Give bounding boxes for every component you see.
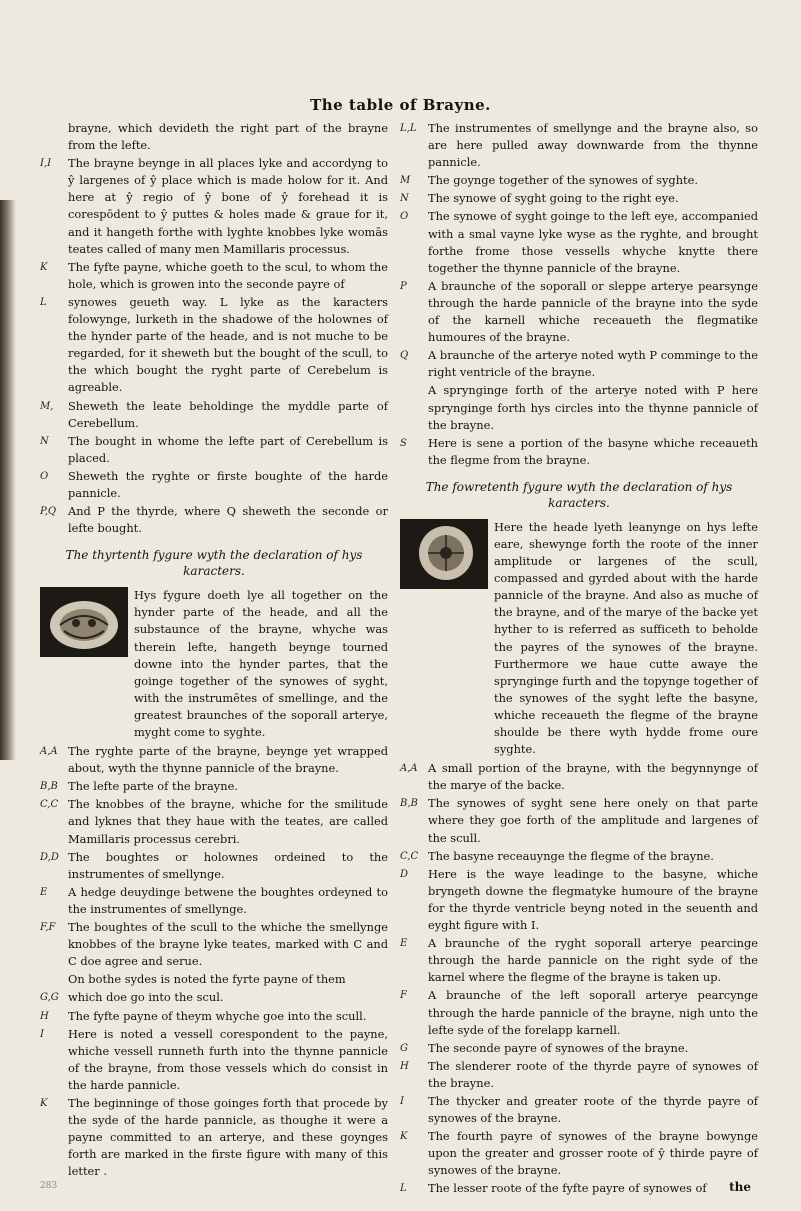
entry-text: The lesser roote of the fyfte payre of synowes of bbox=[428, 1181, 707, 1196]
entry-key-letter: B,B bbox=[40, 781, 58, 793]
entry-key-letter: I bbox=[400, 1095, 404, 1107]
entry-key-letter: C,C bbox=[400, 850, 419, 862]
figure-14-woodcut bbox=[400, 519, 488, 589]
left-intro-entry bbox=[40, 155, 388, 258]
entry-text: Sheweth the ryghte or firste boughte of the harde pannicle. bbox=[68, 468, 388, 500]
entry-text: A braunche of the soporall or sleppe arterye pearsynge through the harde pannicle of the brayne into the syde of the karnell whiche receaueth the flegmatike humoures of the brayne. bbox=[428, 278, 758, 345]
entry-key-letter: N bbox=[400, 193, 409, 205]
right-intro-entry bbox=[400, 208, 758, 276]
right-intro-entry bbox=[400, 120, 758, 171]
entry-text: A small portion of the brayne, with the begynnynge of the marye of the backe. bbox=[428, 761, 758, 793]
entry-text: The brayne beynge in all places lyke and accordyng to ŷ largenes of ŷ place which is made holow for it. And here at ŷ regio of ŷ bone of ŷ forehead it is corespōdent to ŷ puttes & holes made & graue for it, and it hangeth forthe with lyghte knobbes lyke womās teates called of many men Mamillaris processus. bbox=[68, 156, 388, 256]
entry-key-letter: K bbox=[40, 1097, 48, 1109]
right-paragraphs bbox=[400, 120, 758, 469]
right-key-entry bbox=[400, 1128, 758, 1179]
entry-text: The synowe of syght goinge to the left eye, accompanied with a smal vayne lyke wyse as the ryghte, and brought forthe frome those vessells whyche knytte there together the thynne pannicle of the brayne. bbox=[428, 209, 758, 275]
entry-text: Here is sene a portion of the basyne whiche receaueth the flegme from the brayne. bbox=[428, 435, 758, 467]
entry-text: The seconde payre of synowes of the brayne. bbox=[428, 1040, 689, 1055]
page-edge-shadow bbox=[0, 200, 16, 760]
left-paragraphs bbox=[40, 120, 388, 537]
entry-key-letter: L bbox=[40, 296, 47, 308]
right-key-entry bbox=[400, 848, 758, 865]
entry-key-letter: I bbox=[40, 1028, 44, 1040]
entry-text: A braunche of the left soporall arterye pearcynge through the harde pannicle of the brayne, nigh unto the lefte syde of the forelapp karnell. bbox=[428, 988, 758, 1037]
entry-text: The boughtes or holownes ordeined to the instrumentes of smellynge. bbox=[68, 849, 388, 881]
entry-text: brayne, which devideth the right part of the brayne from the lefte. bbox=[68, 121, 388, 153]
entry-key-letter: N bbox=[40, 435, 49, 447]
left-key-entry bbox=[40, 971, 388, 988]
entry-text: Here is noted a vessell corespondent to the payne, whiche vessell runneth furth into the thynne pannicle of the brayne, from those vessels which do consist in the harde pannicle. bbox=[68, 1026, 388, 1092]
entry-key-letter: M bbox=[400, 175, 411, 187]
entry-text: The boughtes of the scull to the whiche the smellynge knobbes of the brayne lyke teates, marked with C and C doe agree and serue. bbox=[68, 920, 388, 969]
figure-13-text: Hys fygure doeth lye all together on the hynder parte of the heade, and all the substaunce of the brayne, whyche was therein lefte, hangeth beynge tourned downe into the hynder partes, that the goinge together of the synowes of syght, with the instrumētes of smellinge, and the greatest braunches of the soporall arterye, myght come to syghte. bbox=[134, 588, 388, 739]
figure-14-text: Here the heade lyeth leanynge on hys lefte eare, shewynge forth the roote of the inner amplitude or largenes of the scull, compassed and gyrded about with the harde pannicle of the brayne. And also as muche of the brayne, and of the marye of the backe yet hyther to is referred as sufficeth to beholde the payres of the synowes of the brayne. Furthermore we haue cutte awaye the sprynginge furth and the topynge together of the synowes of the syght lefte the basyne, whiche receaueth the flegme of the brayne shoulde be there wyth hydde frome oure syghte. bbox=[494, 519, 758, 757]
entry-text: The lefte parte of the brayne. bbox=[68, 779, 238, 794]
right-key-entry bbox=[400, 760, 758, 794]
entry-text: And P the thyrde, where Q sheweth the seconde or lefte bought. bbox=[68, 504, 388, 536]
entry-text: The fyfte payne, whiche goeth to the scul, to whom the hole, which is growen into the seconde payre of bbox=[68, 259, 388, 291]
left-intro-entry bbox=[40, 294, 388, 397]
left-key-entry bbox=[40, 884, 388, 918]
right-intro-entry bbox=[400, 172, 758, 189]
entry-text: The synowe of syght going to the right eye. bbox=[428, 191, 679, 206]
figure-13-block bbox=[40, 587, 388, 741]
figure-13-caption: The thyrtenth fygure wyth the declaration of hys karacters. bbox=[65, 548, 363, 579]
left-key-entry bbox=[40, 1095, 388, 1180]
entry-text: On bothe sydes is noted the fyrte payne of them bbox=[68, 972, 346, 987]
entry-text: The knobbes of the brayne, whiche for the smilitude and lyknes that they haue with the teates, are called Mamillaris processus cerebri. bbox=[68, 797, 388, 846]
entry-key-letter: P bbox=[400, 280, 407, 292]
entry-text: The synowes of syght sene here onely on that parte where they goe forth of the amplitude and largenes of the scull. bbox=[428, 796, 758, 845]
left-column bbox=[40, 120, 388, 1181]
left-key-entry bbox=[40, 743, 388, 777]
entry-text: A sprynginge forth of the arterye noted with P here sprynginge forth hys circles into the thynne pannicle of the brayne. bbox=[428, 383, 758, 432]
entry-text: The instrumentes of smellynge and the brayne also, so are here pulled away downwarde from the thynne pannicle. bbox=[428, 121, 758, 170]
left-key-entry bbox=[40, 1026, 388, 1094]
entry-text: Here is the waye leadinge to the basyne, whiche bryngeth downe the flegmatyke humoure of the brayne for the thyrde ventricle beyng noted in the seuenth and eyght figure with I. bbox=[428, 866, 758, 933]
right-intro-entry bbox=[400, 435, 758, 469]
entry-text: The thycker and greater roote of the thyrde payre of synowes of the brayne. bbox=[428, 1093, 758, 1126]
entry-key-letter bbox=[40, 120, 68, 154]
entry-key-letter: A,A bbox=[400, 763, 418, 775]
right-key-entry bbox=[400, 1093, 758, 1127]
entry-key-letter: O bbox=[400, 211, 409, 223]
entry-key-letter: K bbox=[40, 261, 48, 273]
entry-key-letter: L,L bbox=[400, 123, 417, 134]
figure-14-block bbox=[400, 519, 758, 758]
right-key-entry bbox=[400, 987, 758, 1038]
left-key-entry bbox=[40, 1008, 388, 1025]
entry-text: The basyne receauynge the flegme of the brayne. bbox=[428, 848, 714, 863]
entry-key-letter: L bbox=[400, 1183, 407, 1195]
left-key-entry bbox=[40, 778, 388, 795]
entry-key-letter: F bbox=[400, 990, 407, 1002]
entry-text: The slenderer roote of the thyrde payre of synowes of the brayne. bbox=[428, 1058, 758, 1090]
entry-text: The ryghte parte of the brayne, beynge yet wrapped about, wyth the thynne pannicle of the brayne. bbox=[68, 744, 388, 776]
entry-key-letter: C,C bbox=[40, 799, 59, 811]
left-key-entry bbox=[40, 919, 388, 970]
left-key-entry bbox=[40, 796, 388, 847]
entry-key-letter: B,B bbox=[400, 798, 418, 810]
entry-text: A braunche of the arterye noted wyth P comminge to the right ventricle of the brayne. bbox=[428, 348, 758, 380]
entry-key-letter: F,F bbox=[40, 922, 56, 934]
left-key-entry bbox=[40, 849, 388, 883]
left-intro-entry bbox=[40, 468, 388, 502]
entry-text: which doe go into the scul. bbox=[68, 990, 224, 1005]
entry-key-letter: D bbox=[400, 868, 409, 880]
entry-key-letter: I,I bbox=[40, 158, 52, 170]
entry-key-letter: K bbox=[400, 1131, 408, 1143]
entry-key-letter: S bbox=[400, 437, 407, 449]
entry-key-letter: G,G bbox=[40, 992, 59, 1004]
entry-key-letter bbox=[40, 971, 68, 988]
entry-text: The fyfte payne of theym whyche goe into the scull. bbox=[68, 1008, 367, 1023]
entry-key-letter bbox=[400, 382, 428, 433]
figure-13-woodcut bbox=[40, 587, 128, 657]
left-keyed-entries bbox=[40, 743, 388, 1180]
entry-text: Sheweth the leate beholdinge the myddle parte of Cerebellum. bbox=[68, 398, 388, 430]
entry-text: The beginninge of those goinges forth that procede by the syde of the harde pannicle, as thoughe it were a payne committed to an arterye, and these goynges forth are marked in the firste figure with many of this letter . bbox=[68, 1095, 388, 1179]
right-keyed-entries bbox=[400, 760, 758, 1197]
right-key-entry bbox=[400, 866, 758, 934]
entry-key-letter: P,Q bbox=[40, 506, 57, 518]
left-intro-entry bbox=[40, 259, 388, 293]
page-signature: 283 bbox=[40, 1181, 58, 1191]
right-key-entry bbox=[400, 1058, 758, 1092]
right-column bbox=[400, 120, 758, 1199]
entry-key-letter: O bbox=[40, 470, 49, 482]
right-key-entry bbox=[400, 1180, 758, 1197]
left-intro-entry bbox=[40, 120, 388, 154]
figure-14-caption: The fowretenth fygure wyth the declaration of hys karacters. bbox=[425, 479, 733, 510]
entry-key-letter: A,A bbox=[40, 746, 58, 758]
entry-key-letter: Q bbox=[400, 350, 409, 362]
entry-text: The fourth payre of synowes of the brayne bowynge upon the greater and grosser roote of ŷ thirde payre of synowes of the brayne. bbox=[428, 1129, 758, 1178]
entry-text: synowes geueth way. L lyke as the karacters folowynge, lurketh in the shadowe of the holownes of the hynder parte of the heade, and is not muche to be regarded, for it sheweth but the bought of the scull, to the which bought the ryght parte of Cerebelum is agreable. bbox=[68, 294, 388, 395]
entry-text: The goynge together of the synowes of syghte. bbox=[428, 173, 698, 188]
entry-key-letter: H bbox=[400, 1060, 409, 1072]
page-header: The table of Brayne. bbox=[310, 96, 491, 114]
left-intro-entry bbox=[40, 398, 388, 432]
entry-key-letter: E bbox=[400, 938, 408, 950]
entry-key-letter: M, bbox=[40, 400, 54, 412]
right-intro-entry bbox=[400, 190, 758, 207]
right-key-entry bbox=[400, 1040, 758, 1057]
right-key-entry bbox=[400, 795, 758, 846]
left-intro-entry bbox=[40, 503, 388, 537]
left-intro-entry bbox=[40, 433, 388, 467]
entry-text: The bought in whome the lefte part of Cerebellum is placed. bbox=[68, 433, 388, 465]
entry-text: A braunche of the ryght soporall arterye pearcinge through the harde pannicle on the right syde of the karnel where the flegme of the brayne is taken up. bbox=[428, 936, 758, 985]
right-key-entry bbox=[400, 935, 758, 986]
right-intro-entry bbox=[400, 382, 758, 433]
left-key-entry bbox=[40, 989, 388, 1006]
right-intro-entry bbox=[400, 278, 758, 346]
entry-text: A hedge deuydinge betwene the boughtes ordeyned to the instrumentes of smellynge. bbox=[68, 884, 388, 916]
catchword: the bbox=[729, 1180, 751, 1194]
entry-key-letter: H bbox=[40, 1010, 49, 1022]
entry-key-letter: G bbox=[400, 1042, 408, 1054]
entry-key-letter: D,D bbox=[40, 851, 59, 863]
entry-key-letter: E bbox=[40, 886, 48, 898]
right-intro-entry bbox=[400, 347, 758, 381]
